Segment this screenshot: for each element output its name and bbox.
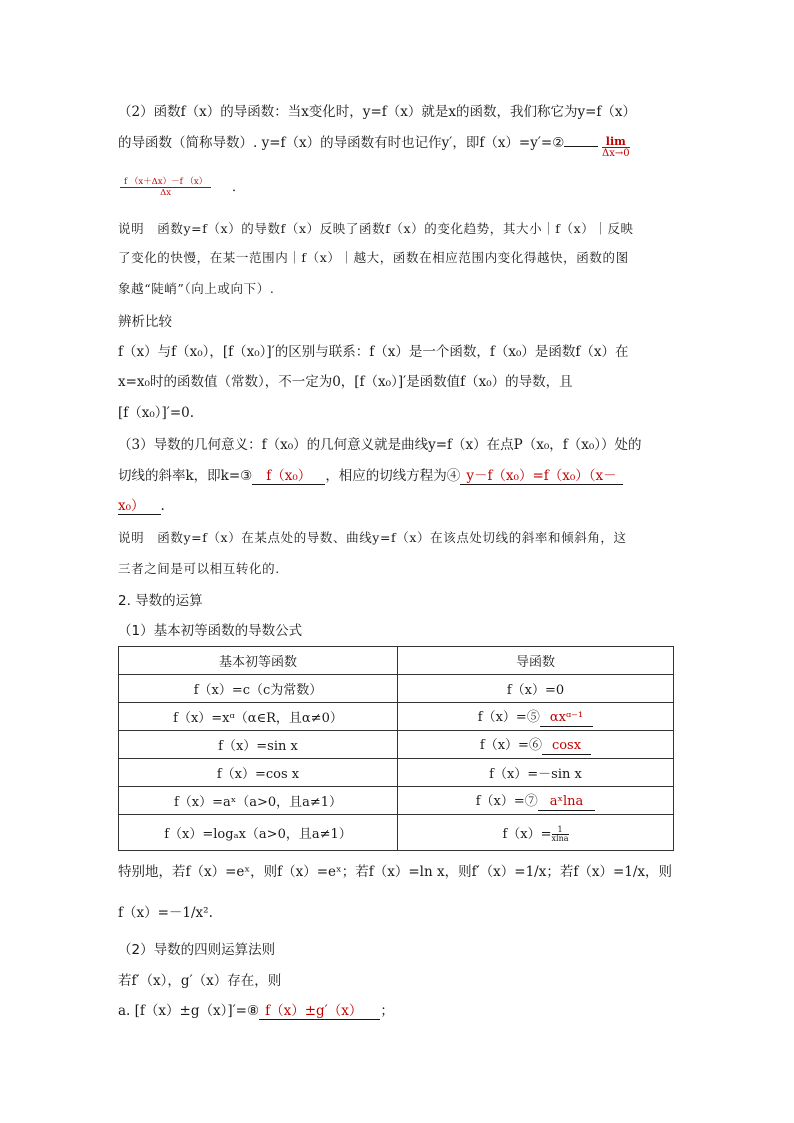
- compare-line1: f（x）与f（x₀），[f（x₀）]′的区别与联系：f（x）是一个函数，f（x₀）是函数f（x）在: [118, 344, 629, 360]
- table-cell: [398, 703, 674, 731]
- fraction-denominator: Δx: [160, 188, 172, 198]
- table-header-row: [119, 647, 674, 675]
- cell-prefix: f（x）=⑦: [475, 794, 538, 809]
- table-row: [119, 703, 674, 731]
- section2-title: 2. 导数的运算: [118, 593, 203, 609]
- compare-line3: [f（x₀）]′=0.: [118, 405, 195, 421]
- para3-line2-text: 切线的斜率k，即k=③: [118, 468, 253, 484]
- note1-line2: 了变化的快慢，在某一范围内｜f（x）｜越大，函数在相应范围内变化得越快，函数的图: [118, 250, 629, 265]
- rules-line-a-text: a. [f（x）±g（x）]′=⑧: [118, 1003, 260, 1019]
- para3-line2: [118, 466, 623, 486]
- answer-blank-6: cosx: [542, 738, 591, 755]
- rules-line-a-tail: ；: [380, 1003, 394, 1019]
- difference-quotient: [120, 177, 246, 198]
- compare-line2: x=x₀时的函数值（常数），不一定为0，[f（x₀）]′是函数值f（x₀）的导数，且: [118, 374, 573, 390]
- special-line1: 特别地，若f（x）=eˣ，则f（x）=eˣ；若f（x）=ln x，则f′（x）=1/x；若f（x）=1/x，则: [118, 864, 673, 880]
- para3-line2-mid: ，相应的切线方程为④: [325, 468, 461, 484]
- answer-blank-7: aˣlna: [538, 794, 596, 811]
- table-cell: f（x）=0: [398, 675, 674, 703]
- para3-line3: [118, 496, 165, 516]
- limit-top: lim: [602, 136, 630, 148]
- table-cell: f（x）=aˣ（a>0，且a≠1）: [119, 787, 398, 815]
- table-cell: [398, 787, 674, 815]
- answer-blank-4: y－f（x₀）=f（x₀）（x－: [460, 468, 622, 485]
- note2-line2: 三者之间是可以相互转化的.: [118, 561, 280, 576]
- note2-line1: 说明 函数y=f（x）在某点处的导数、曲线y=f（x）在该点处切线的斜率和倾斜角，这: [118, 530, 627, 545]
- fraction-tail: ．: [232, 180, 246, 195]
- table-row: [119, 759, 674, 787]
- rules-title: （2）导数的四则运算法则: [118, 942, 276, 958]
- para3-line3-tail: .: [160, 498, 165, 514]
- fraction-numerator: 1: [552, 826, 569, 835]
- special-line2: f（x）=－1/x².: [118, 905, 213, 921]
- fraction-denominator: xlna: [551, 833, 569, 843]
- para3-line1: （3）导数的几何意义：f（x₀）的几何意义就是曲线y=f（x）在点P（x₀，f（x₀））处的: [118, 437, 642, 453]
- para2-line1: （2）函数f（x）的导函数：当x变化时，y=f（x）就是x的函数，我们称它为y=f（x）: [118, 104, 637, 120]
- answer-blank-4-cont: x₀）: [118, 498, 161, 515]
- limit-expression: [602, 136, 630, 159]
- table-cell: f（x）=c（c为常数）: [119, 675, 398, 703]
- table-row: [119, 731, 674, 759]
- table-row: [119, 675, 674, 703]
- table-cell: f（x）=sin x: [119, 731, 398, 759]
- answer-blank-5: αxᵅ⁻¹: [540, 710, 593, 727]
- table-row: [119, 815, 674, 851]
- limit-sub: Δx→0: [602, 148, 630, 159]
- note1-line3: 象越“陡峭”（向上或向下）.: [118, 281, 275, 296]
- cell-prefix: f（x）=⑤: [477, 710, 540, 725]
- table-cell: f（x）=xᵅ（α∈R，且α≠0）: [119, 703, 398, 731]
- derivative-table: [118, 646, 674, 851]
- table-cell: f（x）=cos x: [119, 759, 398, 787]
- fraction: [552, 826, 569, 843]
- note1-line1: 说明 函数y=f（x）的导数f（x）反映了函数f（x）的变化趋势，其大小｜f（x）｜反映: [118, 221, 634, 236]
- cell-prefix: f（x）=: [502, 826, 552, 842]
- answer-blank-3: f（x₀）: [252, 468, 325, 485]
- answer-blank-8: f（x）±g′（x）: [259, 1003, 380, 1020]
- para2-line2: [118, 133, 598, 153]
- table-cell: [398, 815, 674, 851]
- cell-prefix: f（x）=⑥: [479, 738, 542, 753]
- table-header: 基本初等函数: [119, 647, 398, 675]
- compare-title: 辨析比较: [118, 314, 172, 330]
- answer-blank-2: [564, 146, 598, 147]
- table-row: [119, 787, 674, 815]
- fraction-numerator: f （x＋Δx）－f （x）: [120, 177, 211, 188]
- table-cell: [398, 731, 674, 759]
- rules-line1: 若f′（x），g′（x）存在，则: [118, 973, 282, 989]
- table-cell: f（x）=－sin x: [398, 759, 674, 787]
- section2-subtitle: （1）基本初等函数的导数公式: [118, 623, 303, 639]
- para2-line2-text: 的导函数（简称导数）. y=f（x）的导函数有时也记作y′，即f（x）=y′=②: [118, 135, 565, 151]
- table-header: 导函数: [398, 647, 674, 675]
- table-cell: f（x）=logₐx（a>0，且a≠1）: [119, 815, 398, 851]
- rules-line-a: [118, 1001, 394, 1021]
